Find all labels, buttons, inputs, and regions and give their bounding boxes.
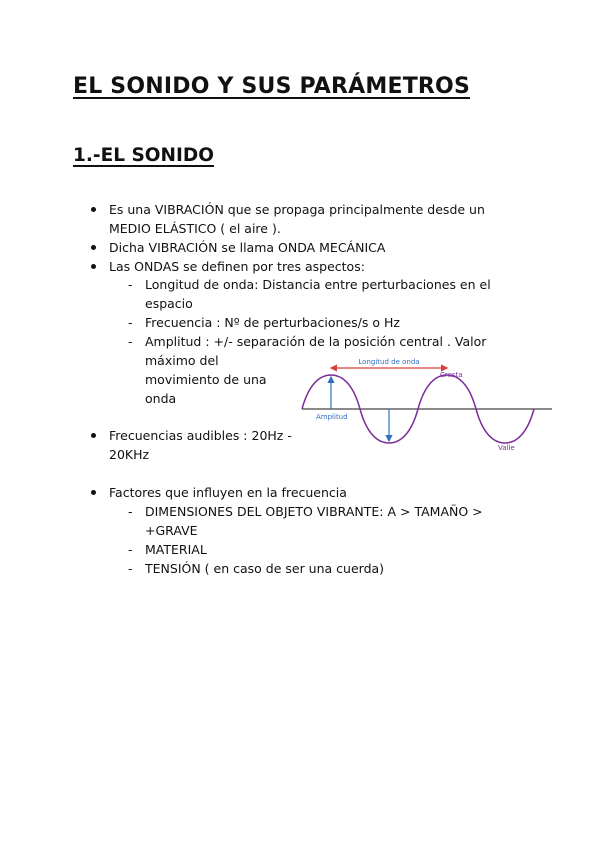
bullet-dot [91,490,96,495]
bullet-text: MEDIO ELÁSTICO ( el aire ). [109,221,281,236]
bullet-text: 20KHz [109,447,150,462]
factor-text: DIMENSIONES DEL OBJETO VIBRANTE: A > TAMAÑO > [145,504,483,519]
bullet-dot [91,433,96,438]
bullet-text: Es una VIBRACIÓN que se propaga principalmente desde un [109,202,485,217]
bullet-text: Frecuencias audibles : 20Hz - [109,428,292,443]
aspect-text: Frecuencia : Nº de perturbaciones/s o Hz [145,315,400,330]
wave-diagram [300,355,556,455]
aspect-text: movimiento de una [145,372,267,387]
aspect-text: espacio [145,296,193,311]
bullet-dot [91,264,96,269]
dash-marker: - [128,504,133,519]
dash-marker: - [128,542,133,557]
bullet-dot [91,245,96,250]
dash-marker: - [128,315,133,330]
factor-text: MATERIAL [145,542,207,557]
aspect-text: onda [145,391,177,406]
trough-label: Valle [498,444,515,452]
section-heading: 1.-EL SONIDO [73,145,214,166]
dash-marker: - [128,277,133,292]
aspect-text: máximo del [145,353,219,368]
dash-marker: - [128,334,133,349]
aspect-text: Longitud de onda: Distancia entre perturbaciones en el [145,277,491,292]
page-title: EL SONIDO Y SUS PARÁMETROS [73,74,470,99]
wavelength-label: Longitud de onda [358,358,420,366]
dash-marker: - [128,561,133,576]
bullet-text: Las ONDAS se definen por tres aspectos: [109,259,365,274]
bullet-text: Factores que influyen en la frecuencia [109,485,347,500]
bullet-dot [91,207,96,212]
crest-label: Cresta [440,371,463,379]
factor-text: TENSIÓN ( en caso de ser una cuerda) [145,561,385,576]
aspect-text: Amplitud : +/- separación de la posición central . Valor [145,334,487,349]
factor-text: +GRAVE [145,523,198,538]
bullet-text: Dicha VIBRACIÓN se llama ONDA MECÁNICA [109,240,386,255]
amplitude-label: Amplitud [316,413,348,421]
